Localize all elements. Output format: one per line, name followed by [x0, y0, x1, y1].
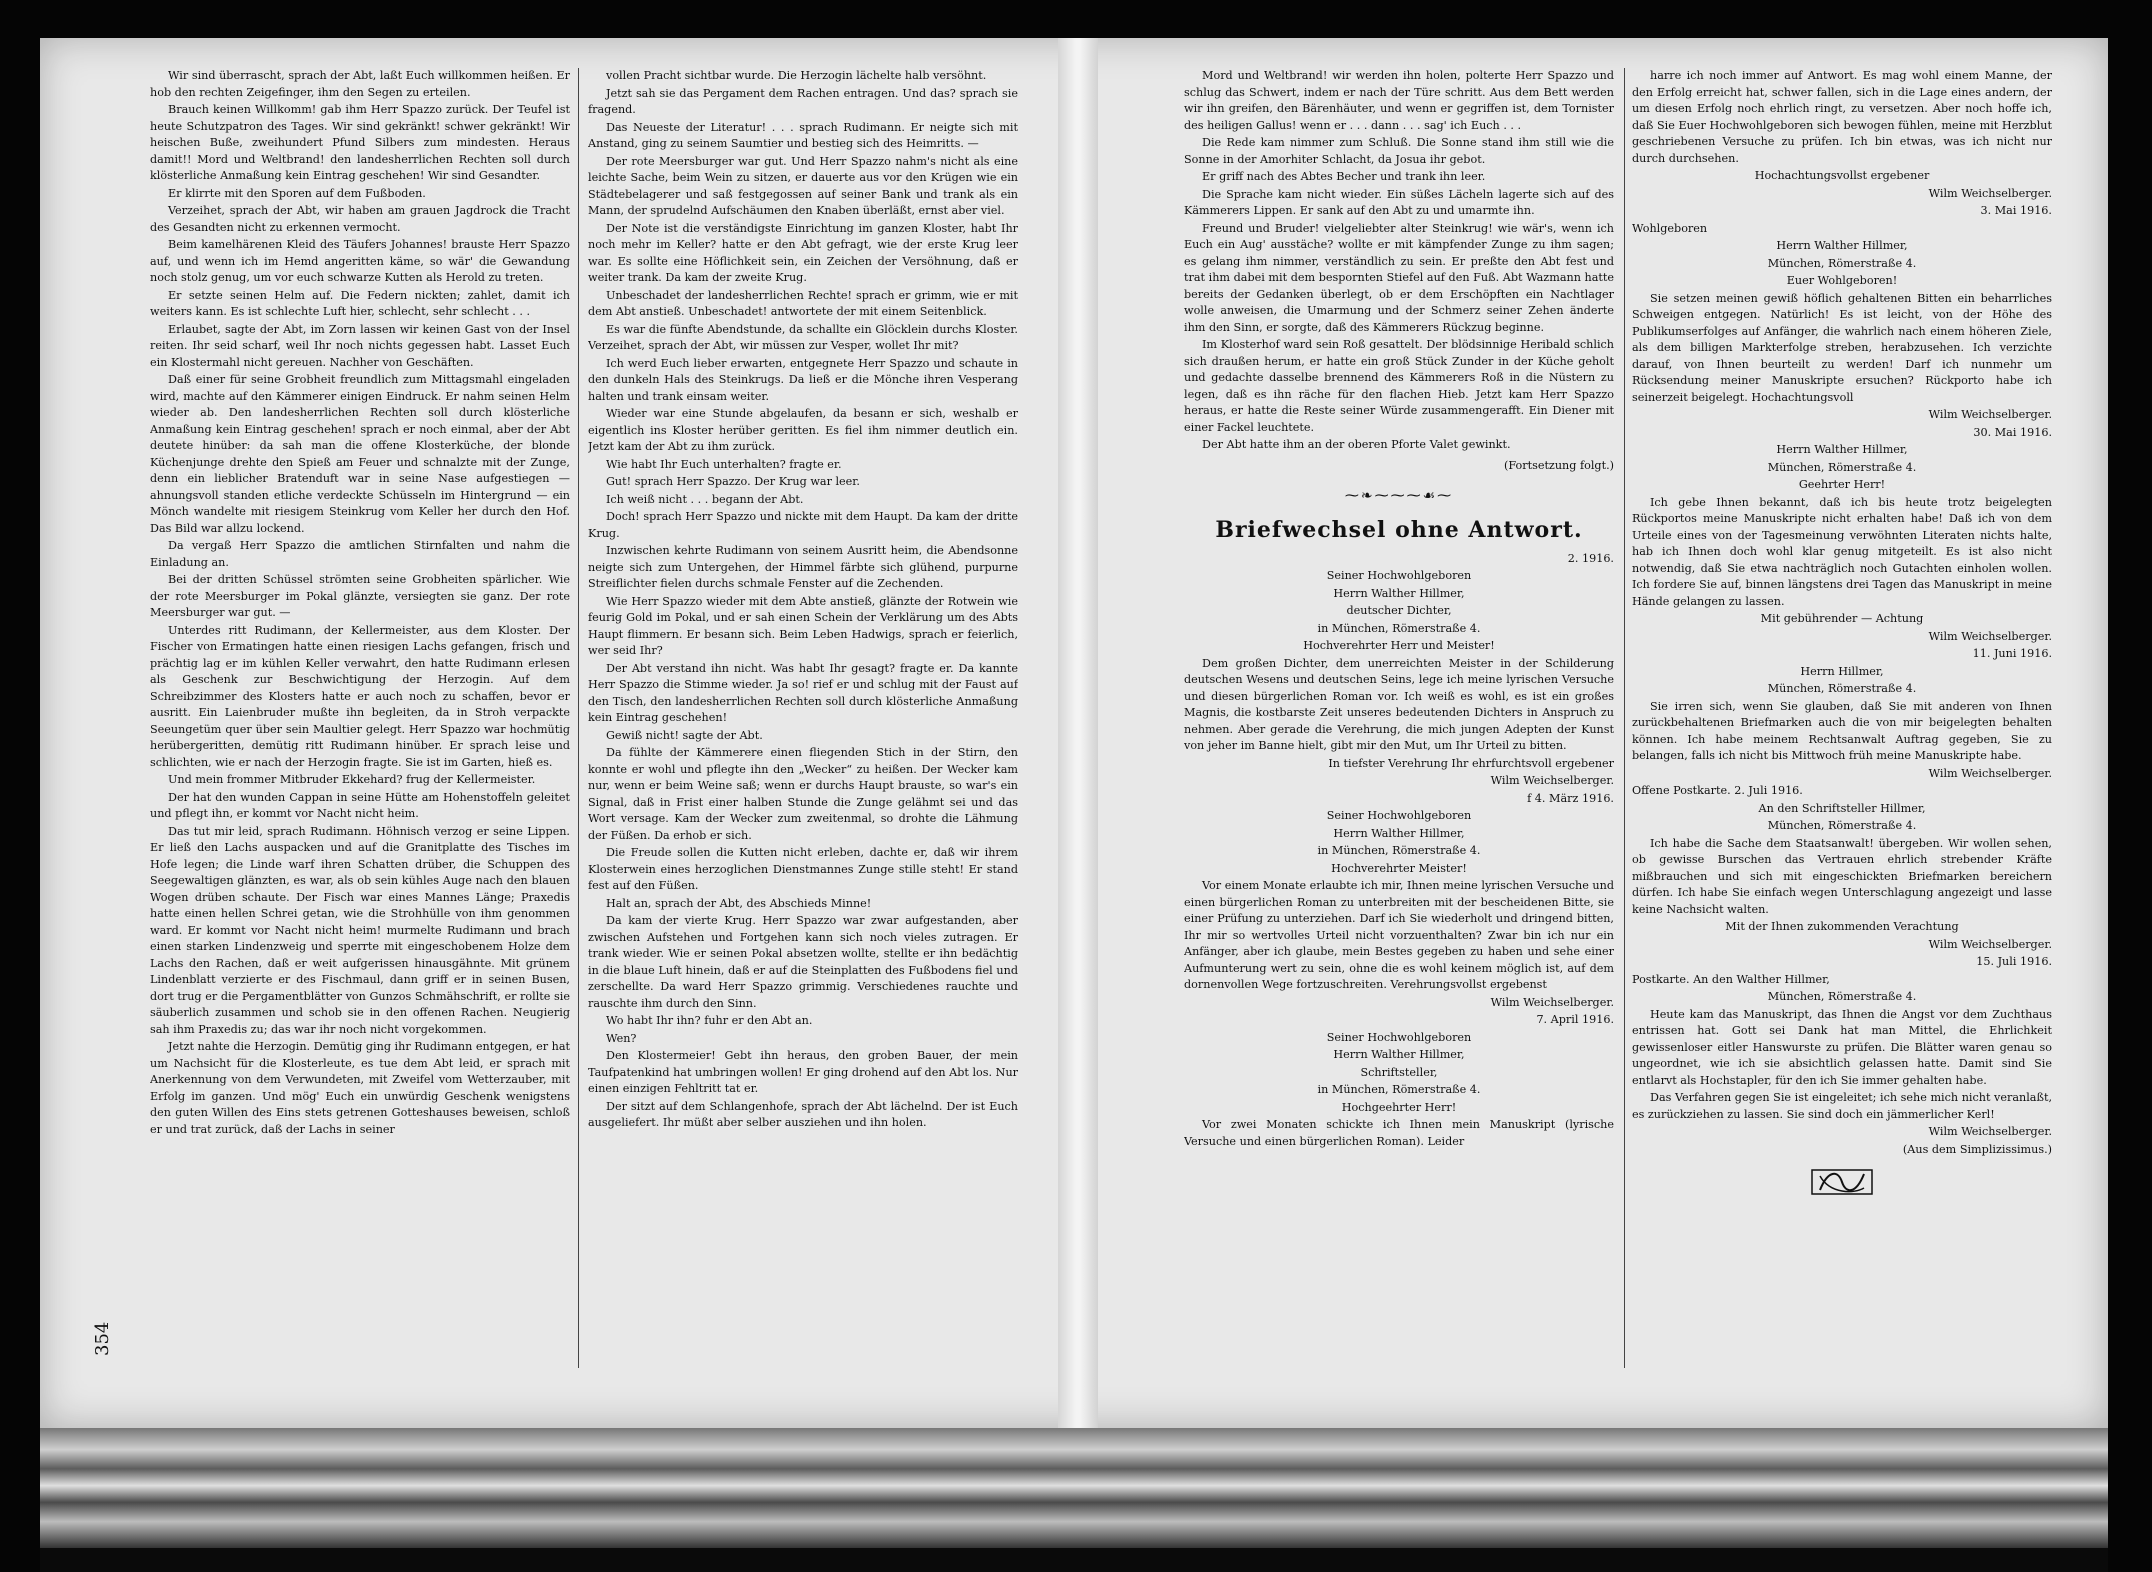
- page-gutter: [1058, 38, 1098, 1428]
- film-border: [40, 1548, 2108, 1572]
- paragraph: Wie habt Ihr Euch unterhalten? fragte er.: [606, 457, 842, 471]
- letter-line: 11. Juni 1916.: [1972, 647, 2052, 660]
- column-rule: [578, 68, 579, 1368]
- paragraph: Der Note ist die verständigste Einrichtung im ganzen Kloster, habt Ihr noch mehr im Keller? hatte er den Abt gefragt, wie der erste Krug leer war. Es sollte eine Höflichkeit sein, ein Zeichen der Versöhnung, daß er weiter trank. Da kam der zweite Krug.: [588, 221, 1018, 284]
- letter-line: Mit der Ihnen zukommenden Verachtung: [1725, 920, 1959, 933]
- letter-line: München, Römerstraße 4.: [1767, 256, 1917, 270]
- paragraph: Die Freude sollen die Kutten nicht erleben, dachte er, daß wir ihrem Klosterwein eines herzoglichen Dienstmannes Zunge stille steht! Er stand fest auf den Füßen.: [588, 846, 1018, 892]
- paragraph: vollen Pracht sichtbar wurde. Die Herzogin lächelte halb versöhnt.: [606, 69, 987, 82]
- paragraph: Bei der dritten Schüssel strömten seine Grobheiten spärlicher. Wie der rote Meersburger im Pokal glänzte, versiegten sie ganz. Der rote Meersburger war gut. —: [150, 573, 570, 619]
- letter-salutation: Hochverehrter Meister!: [1331, 861, 1467, 875]
- letter-line: Wilm Weichselberger.: [1928, 937, 2052, 951]
- letter-address-line: in München, Römerstraße 4.: [1317, 1083, 1481, 1096]
- paragraph: Unterdes ritt Rudimann, der Kellermeister, aus dem Kloster. Der Fischer von Ermatingen hatte einen riesigen Lachs gefangen, frisch und prächtig lag er im kühlen Keller verwahrt, den hatte Rudimann erlesen als Geschenk zur Beschwichtigung der Herzogin. Auf dem Schreibzimmer des Klosters hatte er auch noch zu schaffen, bevor er ausritt. Ein Laienbruder mußte ihn begleiten, da in Stroh verpackte Seeungetüm quer über sein Maultier gelegt. Herr Spazzo war hochmütig herübergeritten, demütig ritt Rudimann hinüber. Er sprach leise und schlichten, wie er nach der Herzogin fragte. Sie ist im Garten, hieß es.: [150, 623, 570, 769]
- paragraph: Jetzt sah sie das Pergament dem Rachen entragen. Und das? sprach sie fragend.: [588, 86, 1018, 116]
- paragraph: Der rote Meersburger war gut. Und Herr Spazzo nahm's nicht als eine leichte Sache, beim Wein zu sitzen, er dauerte aus vor den Krügen wie ein Städtebelagerer und saß festgegossen auf seiner Bank und trank als ein Mann, der sprudelnd Aufschäumen den Knaben überläßt, ernst aber viel.: [588, 154, 1018, 217]
- letter-line: Wilm Weichselberger.: [1928, 186, 2052, 200]
- paragraph: Gut! sprach Herr Spazzo. Der Krug war leer.: [606, 475, 860, 488]
- letter-address-line: Herrn Walther Hillmer,: [1333, 826, 1465, 840]
- letter-closing: Wilm Weichselberger.: [1490, 995, 1614, 1009]
- letter-line: Wilm Weichselberger.: [1928, 766, 2052, 780]
- letter-line: Wilm Weichselberger.: [1928, 1125, 2052, 1138]
- paragraph: Wo habt Ihr ihn? fuhr er den Abt an.: [606, 1014, 813, 1027]
- paragraph: Jetzt nahte die Herzogin. Demütig ging ihr Rudimann entgegen, er hat um Nachsicht für die Klosterleute, es tue dem Abt leid, er sprach mit Anerkennung von dem Verwundeten, mit Zweifel vom Wetterzauber, mit Erfolg im ganzen. Und mög' Euch ein unwürdig Geschenk wenigstens den guten Willen des Eins stets getrenen Gotteshauses beweisen, schloß er und trat zurück, daß der Lachs in seiner: [150, 1040, 570, 1136]
- letter-address-line: Herrn Walther Hillmer,: [1333, 1048, 1465, 1061]
- paragraph: Ich habe die Sache dem Staatsanwalt! übergeben. Wir wollen sehen, ob gewisse Burschen das Vertrauen ehrlich strebender Kräfte mißbrauchen und sich mit eingeschickten Briefmarken bereichern dürfen. Ich habe Sie einfach wegen Unterschlagung angezeigt und lasse keine Nachsicht walten.: [1632, 836, 2052, 916]
- paragraph: Beim kamelhärenen Kleid des Täufers Johannes! brauste Herr Spazzo auf, und wenn ich im Hemd angeritten käme, so wär' die Gewandung noch stolz genug, um vor euch schwarze Kutten als Herold zu treten.: [150, 238, 570, 284]
- paragraph: Das tut mir leid, sprach Rudimann. Höhnisch verzog er seine Lippen. Er ließ den Lachs auspacken und auf die Granitplatte des Tisches im Hofe legen; die Linde warf ihren Schatten drüber, die Schuppen des Seegewaltigen glänzten, es war, als ob sein kühles Auge nach den blauen Wogen drüben schaute. Der Fisch war eines Mannes Länge; Praxedis hatte einen hellen Schrei getan, wie die Strohhülle von ihm genommen ward. Er kommt vor Nacht nicht heim! murmelte Rudimann und brach einen starken Lindenzweig und sperrte mit eingeschobenem Holze dem Lachs den Rachen, daß er weit aufgerissen hinausgähnte. Mit grünem Lindenblatt verzierte er des Fischmaul, dann griff er in seinen Busen, dort trug er die Pergamentblätter von Gunzos Schmähschrift, er rollte sie säuberlich zusammen und schob sie in den offenen Rachen. Neugierig sah ihm Praxedis zu; das war ihr noch nicht vorgekommen.: [150, 824, 570, 1036]
- paragraph: Das Verfahren gegen Sie ist eingeleitet; ich sehe mich nicht veranlaßt, es zurückziehen zu lassen. Sie sind doch ein jämmerlicher Kerl!: [1632, 1091, 2052, 1121]
- paragraph: Daß einer für seine Grobheit freundlich zum Mittagsmahl eingeladen wird, machte auf den Kämmerer einigen Eindruck. Er nahm seinen Helm wieder ab. Den landesherrlichen Rechten soll durch klösterliche Anmaßung kein Eintrag geschehen! sprach er noch einmal, aber der Abt deutete hinüber: da sah man die offene Klosterküche, der blonde Küchenjunge drehte den Spieß am Feuer und schnalzte mit der Zunge, denn ein lieblicher Bratenduft war in seine Nase aufgestiegen — ahnungsvoll standen etliche verdeckte Schüsseln im Hintergrund — ein Mönch wandelte mit riesigem Steinkrug vom Keller her durch den Hof. Das Bild war allzu lockend.: [150, 373, 570, 535]
- paragraph: Wie Herr Spazzo wieder mit dem Abte anstieß, glänzte der Rotwein wie feurig Gold im Pokal, und er sah einen Schein der Verklärung um des Abts Haupt flimmern. Er besann sich. Beim Leben Hadwigs, sprach er feierlich, wer seid Ihr?: [588, 594, 1018, 657]
- column-2: [588, 68, 1018, 1133]
- paragraph: harre ich noch immer auf Antwort. Es mag wohl einem Manne, der den Erfolg erreicht hat, schwer fallen, sich in die Lage eines andern, der um diesen Erfolg noch ehrlich ringt, zu versetzen. Aber noch hoffe ich, daß Sie Euer Hochwohlgeboren sich bewogen fühlen, meine mit Herzblut geschriebenen Versuche zu prüfen. Ich bin etwas, was ich nicht nur durch durchsehen.: [1632, 69, 2052, 165]
- article-headline: Briefwechsel ohne Antwort.: [1215, 516, 1583, 543]
- paragraph: Sie irren sich, wenn Sie glauben, daß Sie mit anderen von Ihnen zurückbehaltenen Briefmarken auch die von mir beigelegten behalten können. Ich habe meinem Rechtsanwalt Auftrag gegeben, Sie zu belangen, falls ich nicht bis Mittwoch früh meine Manuskripte habe.: [1632, 699, 2052, 762]
- paragraph: Unbeschadet der landesherrlichen Rechte! sprach er grimm, wie er mit dem Abt anstieß. Unbeschadet! antwortete der mit einem Seitenblick.: [588, 288, 1018, 318]
- paragraph: Gewiß nicht! sagte der Abt.: [606, 728, 763, 742]
- paragraph: Den Klostermeier! Gebt ihn heraus, den groben Bauer, der mein Taufpatenkind hat umbringen wollen! Er ging drohend auf den Abt los. Nur einen einzigen Fehltritt tat er.: [588, 1049, 1018, 1095]
- newspaper-page: [40, 38, 2108, 1428]
- paragraph: Mord und Weltbrand! wir werden ihn holen, polterte Herr Spazzo und schlug das Schwert, indem er nach der Türe schritt. Aus dem Bett werden wir ihn greifen, den Bärenhäuter, und wenn er gegriffen ist, dem Tornister des heiligen Gallus! wenn er . . . dann . . . sag' ich Euch . . .: [1184, 69, 1614, 132]
- paragraph: Er setzte seinen Helm auf. Die Federn nickten; zahlet, damit ich weiters kann. Es ist schlechte Luft hier, schlecht, sehr schlecht . . .: [150, 288, 570, 318]
- paragraph: Da fühlte der Kämmerere einen fliegenden Stich in der Stirn, den konnte er wohl und pflegte ihn den „Wecker“ zu heißen. Der Wecker kam nur, wenn er beim Weine saß; wenn er durchs Haupt brauste, so war's ein Signal, daß in Frist einer halben Stunde die Zunge gelähmt sei und das Wort versage. Kam der Wecker zum zweitenmal, so drohte die Lähmung der Füßen. Da erhob er sich.: [588, 746, 1018, 842]
- letter-address-line: Seiner Hochwohlgeboren: [1326, 569, 1472, 582]
- paragraph: Er klirrte mit den Sporen auf dem Fußboden.: [168, 186, 426, 200]
- paragraph: Wir sind überrascht, sprach der Abt, laßt Euch willkommen heißen. Er hob den rechten Zeigefinger, ihm den Segen zu erteilen.: [150, 69, 570, 99]
- paragraph: Der Abt verstand ihn nicht. Was habt Ihr gesagt? fragte er. Da kannte Herr Spazzo die Stimme wieder. Ja so! rief er und schlug mit der Faust auf den Tisch, den landesherrlichen Rechten soll durch klösterliche Anmaßung kein Eintrag geschehen!: [588, 661, 1018, 724]
- letter-date: 2. 1916.: [1567, 551, 1614, 565]
- letter-address-line: Schriftsteller,: [1360, 1065, 1438, 1079]
- letter-address-line: Seiner Hochwohlgeboren: [1326, 809, 1472, 822]
- paragraph: Es war die fünfte Abendstunde, da schallte ein Glöcklein durchs Kloster. Verzeihet, sprach der Abt, wir müssen zur Vesper, wollet Ihr mit?: [588, 322, 1018, 352]
- paragraph: Der sitzt auf dem Schlangenhofe, sprach der Abt lächelnd. Der ist Euch ausgeliefert. Ihr müßt aber selber ausziehen und ihn holen.: [588, 1099, 1018, 1129]
- letter-line: Euer Wohlgeboren!: [1786, 274, 1898, 287]
- letter-address-line: in München, Römerstraße 4.: [1317, 844, 1481, 857]
- paragraph: Im Klosterhof ward sein Roß gesattelt. Der blödsinnige Heribald schlich sich draußen herum, er hatte ein groß Stück Zunder in der Küche geholt und gedachte dasselbe brennend des Kämmerers Roß in die Nüstern zu legen, daß es ihn räche für den flachen Hieb. Jetzt kam Herr Spazzo heraus, er hatte die Reste seiner Würde zusammengerafft. Ein Diener mit einer Fackel leuchtete.: [1184, 338, 1614, 434]
- letter-line: 30. Mai 1916.: [1973, 425, 2052, 439]
- letter-line: Herrn Hillmer,: [1800, 664, 1884, 678]
- letter-line: (Aus dem Simplizissimus.): [1902, 1142, 2052, 1156]
- paragraph: Die Rede kam nimmer zum Schluß. Die Sonne stand ihm still wie die Sonne in der Amorhiter Schlacht, da Josua ihr gebot.: [1184, 136, 1614, 166]
- letter-line: München, Römerstraße 4.: [1767, 682, 1917, 695]
- letter-salutation: Hochverehrter Herr und Meister!: [1303, 639, 1495, 652]
- letter-line: München, Römerstraße 4.: [1767, 990, 1917, 1003]
- letter-address-line: Herrn Walther Hillmer,: [1333, 586, 1465, 600]
- paragraph: Der hat den wunden Cappan in seine Hütte am Hohenstoffeln geleitet und pflegt ihn, er kommt vor Nacht nicht heim.: [150, 790, 570, 820]
- paragraph: Der Abt hatte ihm an der oberen Pforte Valet gewinkt.: [1202, 438, 1511, 451]
- paragraph: Ich gebe Ihnen bekannt, daß ich bis heute trotz beigelegten Rückportos meine Manuskripte nicht erhalten habe! Daß ich von dem Urteile eines von der Tagesmeinung verwöhnten Literaten nichts halte, hab ich Ihnen doch wohl klar genug mitgeteilt. Es ist also nicht notwendig, daß Sie etwa nachträglich noch Gutachten einholen wollen. Ich fordere Sie auf, binnen längstens drei Tagen das Manuskript in meine Hände gelangen zu lassen.: [1632, 495, 2052, 608]
- letter-date: 7. April 1916.: [1536, 1013, 1614, 1026]
- paragraph: Das Neueste der Literatur! . . . sprach Rudimann. Er neigte sich mit Anstand, ging zu seinem Saumtier und bestieg sich des Heimritts. —: [588, 120, 1018, 150]
- letter-line: Wilm Weichselberger.: [1928, 629, 2052, 643]
- column-rule: [1624, 68, 1625, 1368]
- paragraph: Wieder war eine Stunde abgelaufen, da besann er sich, weshalb er eigentlich ins Kloster herüber geritten. Es fiel ihm nimmer deutlich ein. Jetzt kam der Abt zu ihm zurück.: [588, 407, 1018, 453]
- publisher-logo: [1810, 1166, 1874, 1198]
- letter-line: Wilm Weichselberger.: [1928, 408, 2052, 421]
- letter-date: f 4. März 1916.: [1527, 791, 1614, 805]
- paragraph: Ich weiß nicht . . . begann der Abt.: [606, 492, 804, 506]
- paragraph: Doch! sprach Herr Spazzo und nickte mit dem Haupt. Da kam der dritte Krug.: [588, 510, 1018, 540]
- paragraph: Wen?: [606, 1031, 637, 1045]
- column-3: [1184, 68, 1614, 1151]
- paragraph: Halt an, sprach der Abt, des Abschieds Minne!: [606, 896, 872, 910]
- letter-closing: In tiefster Verehrung Ihr ehrfurchtsvoll ergebener: [1328, 756, 1614, 770]
- letter-line: Wohlgeboren: [1632, 221, 1708, 235]
- letter-line: 15. Juli 1916.: [1976, 955, 2052, 968]
- letter-body: Vor zwei Monaten schickte ich Ihnen mein Manuskript (lyrische Versuche und einen bürgerlichen Roman). Leider: [1184, 1118, 1614, 1148]
- paragraph: Da kam der vierte Krug. Herr Spazzo war zwar aufgestanden, aber zwischen Aufstehen und Fortgehen kann sich noch vieles zutragen. Er trank wieder. Wie er seinen Pokal absetzen wollte, stellte er ihn bedächtig in die blaue Luft hinein, daß er auf die Steinplatten des Fußbodens fiel und zerschellte. Da ward Herr Spazzo grimmig. Verschiedenes rauchte und rauschte ihm durch den Sinn.: [588, 914, 1018, 1010]
- microfilm-edge: [40, 1428, 2108, 1548]
- letter-line: Herrn Walther Hillmer,: [1776, 443, 1908, 456]
- paragraph: Und mein frommer Mitbruder Ekkehard? frug der Kellermeister.: [168, 773, 536, 786]
- page-number: 354: [92, 1321, 113, 1356]
- column-1: [150, 68, 570, 1139]
- paragraph: Inzwischen kehrte Rudimann von seinem Ausritt heim, die Abendsonne neigte sich zum Untergehen, der Himmel färbte sich glühend, purpurne Streiflichter fielen durchs schmale Fenster auf die Zechenden.: [588, 544, 1018, 590]
- letter-line: Geehrter Herr!: [1798, 478, 1886, 491]
- letter-address-line: Seiner Hochwohlgeboren: [1326, 1030, 1472, 1044]
- paragraph: Da vergaß Herr Spazzo die amtlichen Stirnfalten und nahm die Einladung an.: [150, 539, 570, 569]
- paragraph: Verzeihet, sprach der Abt, wir haben am grauen Jagdrock die Tracht des Gesandten nicht zu erkennen vermocht.: [150, 204, 570, 234]
- letter-address-line: deutscher Dichter,: [1346, 604, 1452, 617]
- letter-line: Mit gebührender — Achtung: [1760, 612, 1924, 625]
- paragraph: Sie setzen meinen gewiß höflich gehaltenen Bitten ein beharrliches Schweigen entgegen. Natürlich! Es ist leicht, von der Höhe des Publikumserfolges auf Anfänger, die wahrlich nach einem höheren Ziele, als dem billigen Markterfolge streben, herabzusehen. Ich verzichte darauf, von Ihnen beurteilt zu werden! Darf ich nunmehr um Rücksendung meiner Manuskripte ersuchen? Rückporto habe ich seinerzeit beigelegt. Hochachtungsvoll: [1632, 291, 2052, 404]
- letter-address-line: in München, Römerstraße 4.: [1317, 621, 1481, 635]
- letter-salutation: Hochgeehrter Herr!: [1341, 1100, 1457, 1114]
- letter-line: An den Schriftsteller Hillmer,: [1758, 801, 1926, 815]
- letter-line: Herrn Walther Hillmer,: [1776, 239, 1908, 252]
- letter-line: Offene Postkarte. 2. Juli 1916.: [1632, 784, 1803, 797]
- letter-line: Postkarte. An den Walther Hillmer,: [1632, 972, 1830, 986]
- continuation-note: (Fortsetzung folgt.): [1503, 458, 1614, 472]
- paragraph: Er griff nach des Abtes Becher und trank ihn leer.: [1202, 170, 1486, 183]
- column-4: [1632, 68, 2052, 1198]
- ornament-divider: ⁓❧⁓⁓⁓☙⁓: [1344, 488, 1454, 504]
- letter-line: München, Römerstraße 4.: [1767, 460, 1917, 474]
- paragraph: Erlaubet, sagte der Abt, im Zorn lassen wir keinen Gast von der Insel reiten. Ihr seid scharf, weil Ihr noch nichts gegessen habt. Lasset Euch ein Klostermahl nicht gereuen. Nachher von Geschäften.: [150, 322, 570, 369]
- letter-line: 3. Mai 1916.: [1980, 204, 2052, 217]
- paragraph: Brauch keinen Willkomm! gab ihm Herr Spazzo zurück. Der Teufel ist heute Schutzpatron des Tages. Wir sind gekränkt! schwer gekränkt! Wir heischen Buße, zweihundert Pfund Silbers zum mindesten. Heraus damit!! Mord und Weltbrand! den landesherrlichen Rechten soll durch klösterliche Anmaßung kein Eintrag geschehen! Wir sind Gesandter.: [150, 103, 570, 182]
- letter-line: Hochachtungsvollst ergebener: [1754, 169, 1930, 182]
- letter-line: München, Römerstraße 4.: [1767, 819, 1917, 832]
- paragraph: Freund und Bruder! vielgeliebter alter Steinkrug! wie wär's, wenn ich Euch ein Aug' ausstäche? wollte er mit kämpfender Zunge zu ihm sagen; es gelang ihm nimmer, verständlich zu sein. Er preßte den Abt fest und trat ihm dabei mit dem bespornten Stiefel auf den Fuß. Abt Wazmann hatte bereits der Gedanken überlegt, ob er dem Erschöpften ein Nachtlager wolle anweisen, die Umarmung und der Schmerz seiner Zehen änderte ihm den Sinn, er sorgte, daß des Kämmerers Rückzug beginne.: [1184, 221, 1614, 334]
- letter-body: Dem großen Dichter, dem unerreichten Meister in der Schilderung deutschen Wesens und deutschen Seins, lege ich meine lyrischen Versuche und diesen bürgerlichen Roman vor. Ich weiß es wohl, es ist ein großes Magnis, die kostbarste Zeit unseres bedeutenden Dichters in Anspruch zu nehmen. Aber gerade die Verehrung, die mich jungen Adepten der Kunst von jeher im Banne hielt, gibt mir den Mut, um Ihr Urteil zu bitten.: [1184, 656, 1614, 752]
- letter-closing: Wilm Weichselberger.: [1490, 774, 1614, 787]
- letter-body: Vor einem Monate erlaubte ich mir, Ihnen meine lyrischen Versuche und einen bürgerlichen Roman zu unterbreiten mit der bescheidenen Bitte, sie einer Prüfung zu unterziehen. Darf ich Sie wiederholt und dringend bitten, Ihr mir so wertvolles Urteil nicht vorzuenthalten? Zwar bin ich nur ein Anfänger, aber ich glaube, mein Bestes gegeben zu haben und sehe einer Aufmunterung wert zu sein, ohne die es wohl keinem möglich ist, auf dem dornenvollen Wege fortzuschreiten. Verehrungsvollst ergebenst: [1184, 879, 1614, 991]
- paragraph: Die Sprache kam nicht wieder. Ein süßes Lächeln lagerte sich auf des Kämmerers Lippen. Er sank auf den Abt zu und umarmte ihn.: [1184, 187, 1614, 217]
- paragraph: Heute kam das Manuskript, das Ihnen die Angst vor dem Zuchthaus entrissen hat. Gott sei Dank hat man Mittel, die Ehrlichkeit gewissenloser eitler Hanswurste zu prüfen. Die Blätter waren genau so ungeordnet, wie ich sie absichtlich gelassen hatte. Damit sind Sie entlarvt als Hochstapler, für den ich Sie immer gehalten habe.: [1632, 1007, 2052, 1087]
- paragraph: Ich werd Euch lieber erwarten, entgegnete Herr Spazzo und schaute in den dunkeln Hals des Steinkrugs. Da ließ er die Mönche ihren Vesperang halten und trank einsam weiter.: [588, 356, 1018, 403]
